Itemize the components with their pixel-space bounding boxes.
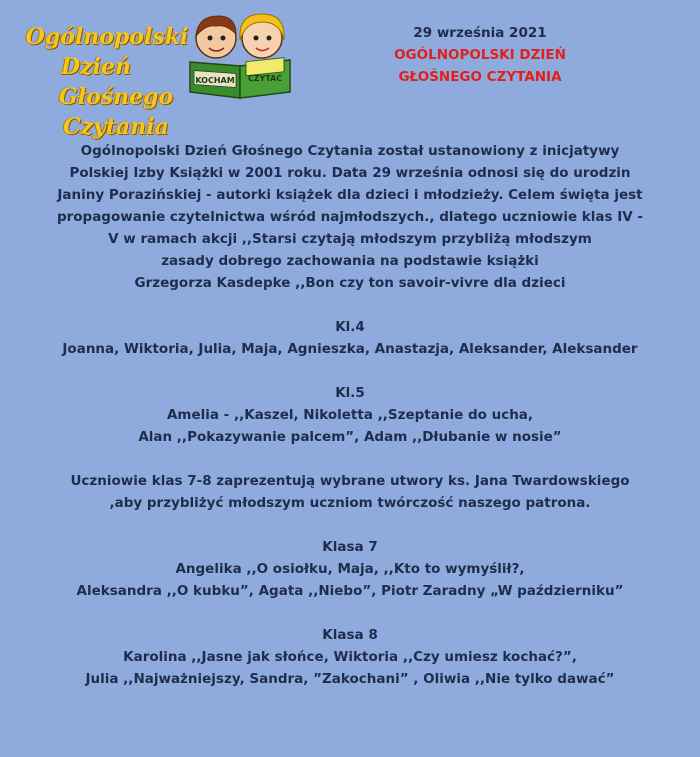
klasa8-heading: Klasa 8 xyxy=(322,627,378,643)
klasa7-line: Angelika ,,O osiołku, Maja, ,,Kto to wymyślił?, xyxy=(175,561,525,577)
kl4-names: Joanna, Wiktoria, Julia, Maja, Agnieszka, Anastazja, Aleksander, Aleksander xyxy=(62,341,638,357)
event-date: 29 września 2021 xyxy=(413,25,547,41)
event-title-line-1: OGÓLNOPOLSKI DZIEŃ xyxy=(394,47,566,63)
reading-kids-illustration xyxy=(186,8,294,100)
intro-line: Polskiej Izby Książki w 2001 roku. Data 29 września odnosi się do urodzin xyxy=(69,165,631,181)
event-title-line-2: GŁOŚNEGO CZYTANIA xyxy=(398,69,562,85)
book-right-label: CZYTAĆ xyxy=(247,74,283,83)
logo-line-3: Głośnego Czytania xyxy=(58,84,174,140)
klasa8-line: Karolina ,,Jasne jak słońce, Wiktoria ,,Czy umiesz kochać?”, xyxy=(123,649,577,665)
intro-paragraph xyxy=(0,140,700,294)
logo-line-1: Ogólnopolski xyxy=(25,24,189,50)
intro-line: Ogólnopolski Dzień Głośnego Czytania został ustanowiony z inicjatywy xyxy=(80,143,620,159)
intro-line: propagowanie czytelnictwa wśród najmłodszych., dlatego uczniowie klas IV - xyxy=(56,209,644,225)
intro-line: V w ramach akcji ,,Starsi czytają młodszym przybliżą młodszym xyxy=(108,231,592,247)
klasa8-line: Julia ,,Najważniejszy, Sandra, ”Zakochani” , Oliwia ,,Nie tylko dawać” xyxy=(85,671,615,687)
kl4-heading: Kl.4 xyxy=(335,319,365,335)
klasa7-heading: Klasa 7 xyxy=(322,539,378,555)
event-header xyxy=(380,22,580,88)
intro-line: Grzegorza Kasdepke ,,Bon czy ton savoir-vivre dla dzieci xyxy=(134,275,566,291)
kl5-line: Alan ,,Pokazywanie palcem”, Adam ,,Dłubanie w nosie” xyxy=(138,429,562,445)
klasa7-line: Aleksandra ,,O kubku”, Agata ,,Niebo”, Piotr Zaradny „W październiku” xyxy=(76,583,624,599)
twardowski-line: Uczniowie klas 7-8 zaprezentują wybrane utwory ks. Jana Twardowskiego xyxy=(70,473,630,489)
intro-line: Janiny Porazińskiej - autorki książek dla dzieci i młodzieży. Celem święta jest xyxy=(57,187,643,203)
intro-line: zasady dobrego zachowania na podstawie książki xyxy=(161,253,539,269)
book-left-label: KOCHAM xyxy=(195,76,235,85)
kl5-line: Amelia - ,,Kaszel, Nikoletta ,,Szeptanie do ucha, xyxy=(166,407,534,423)
logo-line-2: Dzień xyxy=(61,54,131,80)
kl5-heading: Kl.5 xyxy=(335,385,365,401)
article-body xyxy=(0,140,700,690)
twardowski-line: ,aby przybliżyć młodszym uczniom twórczość naszego patrona. xyxy=(109,495,591,511)
